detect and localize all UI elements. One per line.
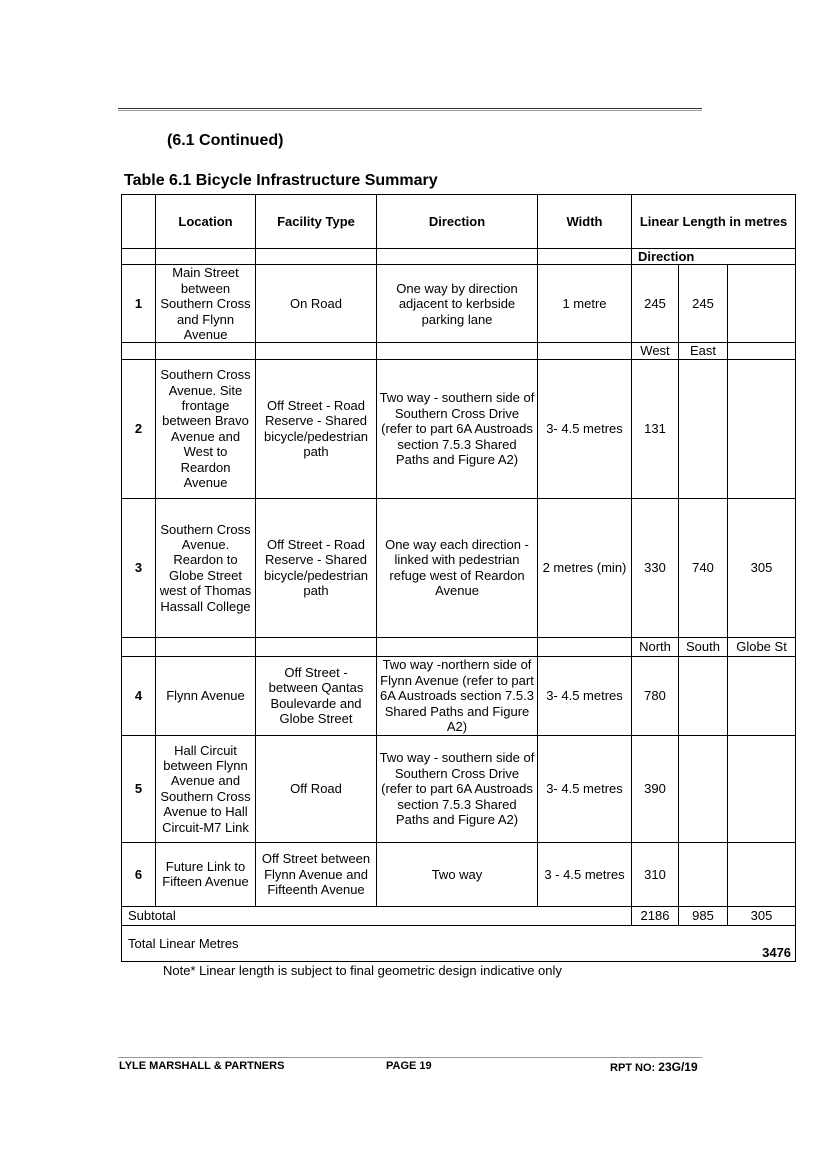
table-row bbox=[122, 656, 796, 735]
total-row bbox=[122, 925, 796, 961]
row-number: 3 bbox=[122, 498, 156, 637]
row-number: 2 bbox=[122, 359, 156, 498]
row-width: 3 - 4.5 metres bbox=[538, 842, 632, 906]
row-direction: Two way bbox=[377, 842, 538, 906]
row-location: Flynn Avenue bbox=[156, 656, 256, 735]
direction-label-row bbox=[122, 249, 796, 265]
subhead-east: East bbox=[679, 343, 728, 359]
row-width: 3- 4.5 metres bbox=[538, 359, 632, 498]
row-number: 4 bbox=[122, 656, 156, 735]
row-length-3 bbox=[728, 265, 796, 343]
row-length-1: 245 bbox=[632, 265, 679, 343]
table-row bbox=[122, 842, 796, 906]
table-row bbox=[122, 265, 796, 343]
row-direction: Two way -northern side of Flynn Avenue (refer to part 6A Austroads section 7.5.3 Shared Paths and Figure A2) bbox=[377, 656, 538, 735]
subtotal-label: Subtotal bbox=[122, 906, 632, 925]
row-length-1: 330 bbox=[632, 498, 679, 637]
row-number: 1 bbox=[122, 265, 156, 343]
row-direction: One way by direction adjacent to kerbside parking lane bbox=[377, 265, 538, 343]
header-row bbox=[122, 195, 796, 249]
total-label: Total Linear Metres bbox=[122, 925, 256, 961]
subhead-row-west-east bbox=[122, 343, 796, 359]
row-facility: Off Street - Road Reserve - Shared bicycle/pedestrian path bbox=[256, 498, 377, 637]
header-width: Width bbox=[538, 195, 632, 249]
row-facility: On Road bbox=[256, 265, 377, 343]
table-note: Note* Linear length is subject to final geometric design indicative only bbox=[163, 963, 562, 978]
subtotal-value-2: 985 bbox=[679, 906, 728, 925]
bicycle-infrastructure-table bbox=[121, 194, 796, 962]
row-width: 1 metre bbox=[538, 265, 632, 343]
subtotal-value-1: 2186 bbox=[632, 906, 679, 925]
header-facility-type: Facility Type bbox=[256, 195, 377, 249]
row-length-1: 390 bbox=[632, 735, 679, 842]
subtotal-row bbox=[122, 906, 796, 925]
subhead-south: South bbox=[679, 637, 728, 656]
row-location: Southern Cross Avenue. Reardon to Globe Street west of Thomas Hassall College bbox=[156, 498, 256, 637]
row-length-1: 780 bbox=[632, 656, 679, 735]
row-facility: Off Street - Road Reserve - Shared bicycle/pedestrian path bbox=[256, 359, 377, 498]
row-location: Hall Circuit between Flynn Avenue and Southern Cross Avenue to Hall Circuit-M7 Link bbox=[156, 735, 256, 842]
row-length-2 bbox=[679, 735, 728, 842]
subhead-north: North bbox=[632, 637, 679, 656]
row-location: Main Street between Southern Cross and Flynn Avenue bbox=[156, 265, 256, 343]
table-row bbox=[122, 359, 796, 498]
total-value: 3476 bbox=[256, 925, 796, 961]
row-number: 6 bbox=[122, 842, 156, 906]
row-length-2 bbox=[679, 359, 728, 498]
footer-report-number bbox=[610, 1060, 698, 1074]
footer-report-prefix: RPT NO: bbox=[610, 1062, 659, 1074]
row-location: Southern Cross Avenue. Site frontage between Bravo Avenue and West to Reardon Avenue bbox=[156, 359, 256, 498]
row-location: Future Link to Fifteen Avenue bbox=[156, 842, 256, 906]
footer-page-number: PAGE 19 bbox=[386, 1060, 432, 1072]
row-width: 2 metres (min) bbox=[538, 498, 632, 637]
subhead-row-north-south-globe bbox=[122, 637, 796, 656]
row-length-1: 310 bbox=[632, 842, 679, 906]
section-continued-heading: (6.1 Continued) bbox=[167, 132, 284, 149]
subtotal-value-3: 305 bbox=[728, 906, 796, 925]
row-length-2: 245 bbox=[679, 265, 728, 343]
row-length-3 bbox=[728, 656, 796, 735]
header-number bbox=[122, 195, 156, 249]
table-row bbox=[122, 735, 796, 842]
footer-company: LYLE MARSHALL & PARTNERS bbox=[119, 1060, 285, 1072]
row-direction: One way each direction - linked with pedestrian refuge west of Reardon Avenue bbox=[377, 498, 538, 637]
row-direction: Two way - southern side of Southern Cross Drive (refer to part 6A Austroads section 7.5.3 Shared Paths and Figure A2) bbox=[377, 359, 538, 498]
table-title: Table 6.1 Bicycle Infrastructure Summary bbox=[124, 172, 438, 189]
row-facility: Off Street - between Qantas Boulevarde and Globe Street bbox=[256, 656, 377, 735]
row-width: 3- 4.5 metres bbox=[538, 735, 632, 842]
row-direction: Two way - southern side of Southern Cross Drive (refer to part 6A Austroads section 7.5.3 Shared Paths and Figure A2) bbox=[377, 735, 538, 842]
direction-label: Direction bbox=[632, 249, 796, 265]
row-length-2 bbox=[679, 842, 728, 906]
header-linear-length: Linear Length in metres bbox=[632, 195, 796, 249]
row-length-3 bbox=[728, 359, 796, 498]
subhead-globe-st: Globe St bbox=[728, 637, 796, 656]
row-length-3: 305 bbox=[728, 498, 796, 637]
row-length-2: 740 bbox=[679, 498, 728, 637]
row-length-3 bbox=[728, 735, 796, 842]
row-width: 3- 4.5 metres bbox=[538, 656, 632, 735]
header-direction: Direction bbox=[377, 195, 538, 249]
row-length-1: 131 bbox=[632, 359, 679, 498]
row-length-3 bbox=[728, 842, 796, 906]
top-rule bbox=[118, 108, 702, 111]
row-facility: Off Street between Flynn Avenue and Fifteenth Avenue bbox=[256, 842, 377, 906]
row-facility: Off Road bbox=[256, 735, 377, 842]
table-row bbox=[122, 498, 796, 637]
header-location: Location bbox=[156, 195, 256, 249]
row-length-2 bbox=[679, 656, 728, 735]
subhead-west: West bbox=[632, 343, 679, 359]
row-number: 5 bbox=[122, 735, 156, 842]
footer-rule bbox=[118, 1057, 702, 1058]
footer-report-code: 23G/19 bbox=[658, 1060, 698, 1074]
